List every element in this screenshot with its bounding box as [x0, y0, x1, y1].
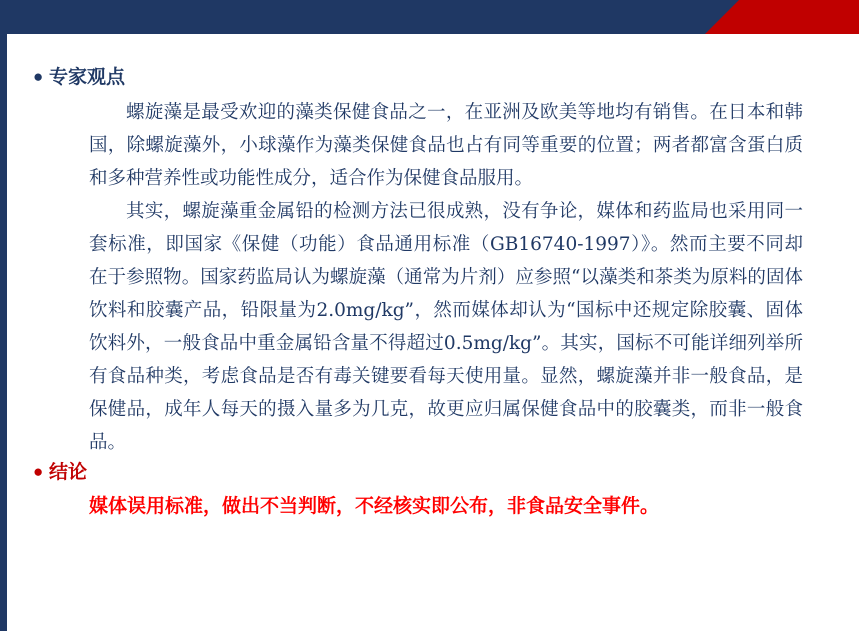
bullet-dot-icon: ●: [33, 462, 44, 481]
section-heading-conclusion: [33, 459, 833, 485]
conclusion-text: 媒体误用标准，做出不当判断，不经核实即公布，非食品安全事件。: [89, 495, 660, 517]
bullet-dot-icon: ●: [33, 67, 44, 86]
banner-underline: [7, 34, 859, 36]
top-banner: [7, 0, 859, 34]
paragraph-1: 螺旋藻是最受欢迎的藻类保健食品之一，在亚洲及欧美等地均有销售。在日本和韩国，除螺旋藻外，小球藻作为藻类保健食品也占有同等重要的位置；两者都富含蛋白质和多种营养性或功能性成分，适合作为保健食品服用。: [89, 102, 803, 189]
slide-content: [7, 46, 859, 631]
heading-conclusion: 结论: [49, 461, 88, 483]
body-text-block: [89, 96, 833, 459]
heading-expert-opinion: 专家观点: [49, 66, 126, 88]
section-heading-expert-opinion: [33, 64, 833, 90]
paragraph-2: 其实，螺旋藻重金属铅的检测方法已很成熟，没有争论，媒体和药监局也采用同一套标准，即国家《保健（功能）食品通用标准（GB16740-1997）》。然而主要不同却在于参照物。国家药监局认为螺旋藻（通常为片剂）应参照“以藻类和茶类为原料的固体饮料和胶囊产品，铅限量为2.0mg/kg”，然而媒体却认为“国标中还规定除胶囊、固体饮料外，一般食品中重金属铅含量不得超过0.5mg/kg”。其实，国标不可能详细列举所有食品种类，考虑食品是否有毒关键要看每天使用量。显然，螺旋藻并非一般食品，是保健品，成年人每天的摄入量多为几克，故更应归属保健食品中的胶囊类，而非一般食品。: [89, 201, 803, 453]
